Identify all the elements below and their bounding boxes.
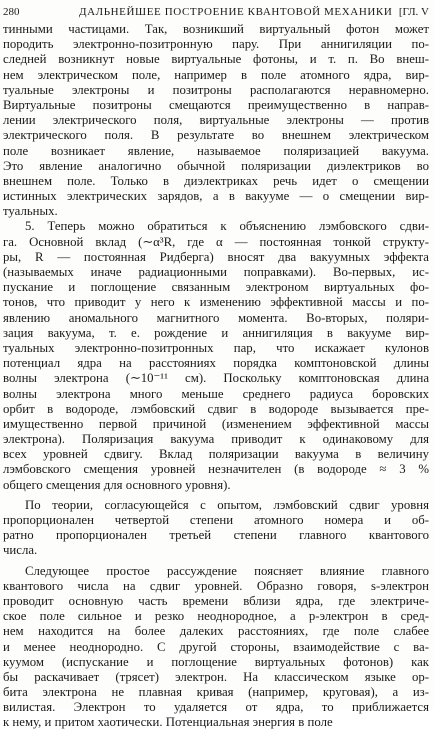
text-line: числа.	[3, 543, 38, 558]
text-line: имущественно первой причиной (изменением эффективной массы	[3, 416, 429, 431]
text-line: туальных.	[3, 204, 58, 219]
text-line: вилистая. Электрон то удаляется от ядра, то приближается	[3, 700, 429, 715]
text-line: волны электрона много меньше среднего радиуса боровских	[3, 386, 429, 401]
text-line: лэмбовского смещения уровней незначителен (в водороде ≈ 3 %	[3, 462, 429, 477]
text-line: орбит в водороде, лэмбовский сдвиг в водороде вызывается пре-	[3, 401, 429, 416]
paragraph	[3, 219, 429, 492]
text-line: ское поле сильное и резко неоднородное, а p-электрон в сред-	[3, 609, 429, 624]
text-line: бы раскачивает (трясет) электрон. На классическом языке ор-	[3, 669, 429, 684]
text-line: к нему, и притом хаотически. Потенциальная энергия в поле	[3, 715, 333, 730]
page-number: 280	[3, 6, 20, 18]
text-line: га. Основной вклад (∼α³R, где α — постоянная тонкой структу-	[3, 234, 429, 249]
text-line: Виртуальные позитроны смещаются преимущественно в направ-	[3, 97, 429, 112]
text-line: По теории, согласующейся с опытом, лэмбовский сдвиг уровня	[25, 497, 429, 512]
text-line: Это явление аналогично обычной поляризации диэлектриков во	[3, 158, 429, 173]
chapter-label: [ГЛ. V	[398, 6, 429, 18]
text-line: электрического поля. В результате во внешнем электрическом	[3, 128, 429, 143]
text-line: 5. Теперь можно обратиться к объяснению лэмбовского сдви-	[25, 219, 429, 234]
text-line: лении электрического поля, виртуальные электроны — против	[3, 113, 429, 128]
text-line: пускание и поглощение связанным электроном виртуальных фо-	[3, 280, 429, 295]
text-line: тонов, что приводит у него к изменению эффективной массы и по-	[3, 295, 429, 310]
text-line: нем находится на более далеких расстояниях, где поле слабее	[3, 624, 429, 639]
text-line: ратно пропорционален третьей степени главного квантового	[3, 528, 429, 543]
text-line: явлению аномального магнитного момента. Во-вторых, поляри-	[3, 310, 429, 325]
text-line: ры, R — постоянная Ридберга) вносят два вакуумных эффекта	[3, 249, 429, 264]
running-title: ДАЛЬНЕЙШЕЕ ПОСТРОЕНИЕ КВАНТОВОЙ МЕХАНИКИ	[79, 6, 393, 18]
paragraph	[3, 22, 429, 219]
paragraph	[3, 498, 429, 559]
text-line: потенциал ядра на расстояниях порядка комптоновской длины	[3, 356, 429, 371]
text-line: нем электрическом поле, например в поле атомного ядра, вир-	[3, 67, 429, 82]
text-line: туальные электроны и позитроны располагаются неравномерно.	[3, 82, 429, 97]
text-line: (называемых иначе радиационными поправками). Во-первых, ис-	[3, 265, 429, 279]
text-line: волны электрона (∼10⁻¹¹ см). Поскольку комптоновская длина	[3, 371, 429, 386]
text-line: общего смещения для основного уровня).	[3, 477, 231, 492]
text-line: пропорционален четвертой степени атомного номера и об-	[3, 513, 429, 527]
body-text	[3, 22, 429, 731]
text-line: зация вакуума, т. е. рождение и аннигиляция в вакууме вир-	[3, 325, 429, 340]
text-line: квантового числа на сдвиг уровней. Образно говоря, s-электрон	[3, 578, 429, 593]
text-line: электрона). Поляризация вакуума приводит к одинаковому для	[3, 432, 429, 447]
text-line: Следующее простое рассуждение поясняет влияние главного	[25, 563, 429, 578]
text-line: следней возникнут новые виртуальные фотоны, и т. п. Во внеш-	[3, 52, 429, 67]
paragraph	[3, 564, 429, 731]
text-line: и менее неоднородно. С другой стороны, взаимодействие с ва-	[3, 639, 429, 654]
text-line: тинными частицами. Так, возникший виртуальный фотон может	[3, 22, 429, 36]
text-line: внешнем поле. Только в диэлектриках речь идет о смещении	[3, 173, 429, 188]
text-line: туальных электронно-позитронных пар, что искажает кулонов	[3, 340, 429, 355]
text-line: поле возникает явление, называемое поляризацией вакуума.	[3, 143, 429, 158]
text-line: истинных электрических зарядов, а в вакууме — о смещении вир-	[3, 189, 429, 204]
text-line: бита электрона не плавная кривая (например, круговая), а из-	[3, 685, 429, 700]
running-head	[3, 4, 429, 20]
text-line: куумом (испускание и поглощение виртуальных фотонов) как	[3, 654, 429, 669]
text-line: проводит основную часть времени вблизи ядра, где электриче-	[3, 593, 429, 608]
text-line: всех уровней сдвигу. Вклад поляризации вакуума в величину	[3, 447, 429, 462]
text-line: породить электронно-позитронную пару. При аннигиляции по-	[3, 37, 429, 52]
